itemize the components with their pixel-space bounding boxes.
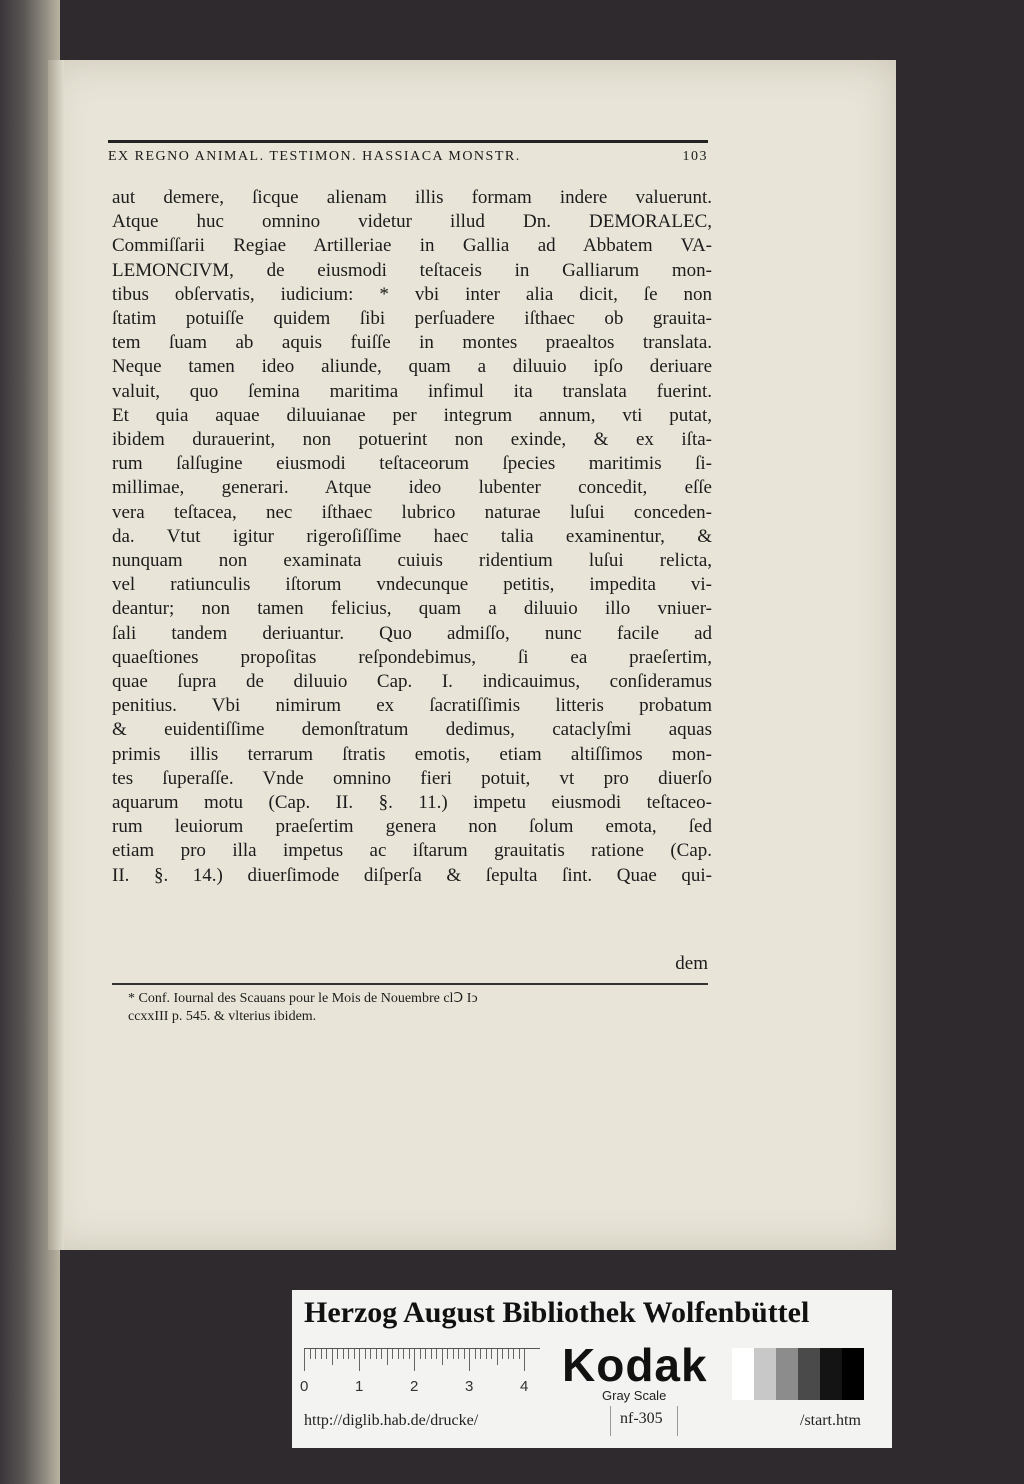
footnote-line-2: ccxxIII p. 545. & vlterius ibidem.	[128, 1009, 317, 1024]
ruler-tick	[392, 1349, 393, 1359]
ruler-tick	[409, 1349, 410, 1359]
ruler-tick	[343, 1349, 344, 1359]
ruler-tick	[376, 1349, 377, 1359]
text-line: Commiſſarii Regiae Artilleriae in Gallia ad Abbatem VA-	[112, 235, 712, 257]
text-line: tes ſuperaſſe. Vnde omnino fieri potuit, vt pro diuerſo	[112, 767, 712, 789]
text-line: aut demere, ſicque alienam illis formam indere valuerunt.	[112, 187, 712, 208]
ruler-number-1: 1	[355, 1378, 364, 1395]
ruler-number-2: 2	[410, 1378, 419, 1395]
ruler-tick	[387, 1349, 388, 1365]
text-line: ſtatim potuiſſe quidem ſibi perſuadere iſthaec ob grauita-	[112, 308, 712, 330]
ruler-tick	[321, 1349, 322, 1359]
footnote	[128, 990, 708, 1026]
text-line: millimae, generari. Atque ideo lubenter concedit, eſſe	[112, 477, 712, 499]
text-line: rum ſalſugine eiusmodi teſtaceorum ſpecies maritimis ſi-	[112, 453, 712, 475]
text-line: deantur; non tamen felicius, quam a diluuio illo vniuer-	[112, 598, 712, 620]
ruler-tick	[398, 1349, 399, 1359]
footnote-rule	[112, 983, 708, 985]
text-line: aquarum motu (Cap. II. §. 11.) impetu eiusmodi teſtaceo-	[112, 792, 712, 814]
ruler-tick	[469, 1349, 470, 1371]
ruler-tick	[420, 1349, 421, 1359]
ruler-tick	[425, 1349, 426, 1359]
color-target-card	[292, 1290, 892, 1448]
ruler-tick	[381, 1349, 382, 1359]
ruler-tick	[458, 1349, 459, 1359]
ruler-tick	[497, 1349, 498, 1365]
kodak-logo: Kodak	[562, 1339, 708, 1391]
text-line: ſali tandem deriuantur. Quo admiſſo, nunc facile ad	[112, 622, 712, 644]
ruler-tick	[486, 1349, 487, 1359]
ruler-tick	[464, 1349, 465, 1359]
scale-ruler	[304, 1348, 540, 1373]
ruler-tick	[403, 1349, 404, 1359]
ruler-tick	[491, 1349, 492, 1359]
ruler-tick	[332, 1349, 333, 1365]
text-line: Neque tamen ideo aliunde, quam a diluuio ipſo deriuare	[112, 356, 712, 378]
ruler-tick	[310, 1349, 311, 1359]
text-line: rum leuiorum praeſertim genera non ſolum emota, ſed	[112, 816, 712, 838]
gray-swatch	[776, 1348, 798, 1400]
ruler-tick	[508, 1349, 509, 1359]
library-name: Herzog August Bibliothek Wolfenbüttel	[304, 1296, 810, 1329]
ruler-tick	[370, 1349, 371, 1359]
ruler-tick	[480, 1349, 481, 1359]
ruler-tick	[453, 1349, 454, 1359]
text-line: da. Vtut igitur rigeroſiſſime haec talia examinentur, &	[112, 525, 712, 547]
text-line: Et quia aquae diluuianae per integrum annum, vti putat,	[112, 404, 712, 426]
text-line: vera teſtacea, nec iſthaec lubrico naturae luſui conceden-	[112, 501, 712, 523]
text-line: vel ratiunculis iſtorum vndecunque petitis, impedita vi-	[112, 574, 712, 596]
running-title: EX REGNO ANIMAL. TESTIMON. HASSIACA MONSTR.	[108, 149, 521, 164]
running-header	[108, 140, 708, 165]
source-url: http://diglib.hab.de/drucke/	[304, 1412, 479, 1429]
text-line: Atque huc omnino videtur illud Dn. DEMORALEC,	[112, 211, 712, 233]
shelf-code: nf-305	[620, 1410, 663, 1427]
gray-swatch	[732, 1348, 754, 1400]
ruler-tick	[513, 1349, 514, 1359]
text-line: & euidentiſſime demonſtratum dedimus, cataclyſmi aquas	[112, 719, 712, 741]
gray-scale-label: Gray Scale	[602, 1388, 667, 1403]
ruler-number-3: 3	[465, 1378, 474, 1395]
text-line: primis illis terrarum ſtratis emotis, etiam altiſſimos mon-	[112, 743, 712, 765]
ruler-tick	[359, 1349, 360, 1371]
ruler-tick	[475, 1349, 476, 1359]
start-path: /start.htm	[800, 1412, 861, 1429]
text-line: tem ſuam ab aquis fuiſſe in montes praealtos translata.	[112, 332, 712, 354]
ruler-numbers	[300, 1378, 540, 1398]
ruler-number-4: 4	[520, 1378, 529, 1395]
gray-scale-swatches	[732, 1348, 864, 1400]
ruler-tick	[431, 1349, 432, 1359]
ruler-tick	[447, 1349, 448, 1359]
ruler-tick	[304, 1349, 305, 1371]
ruler-tick	[315, 1349, 316, 1359]
ruler-tick	[337, 1349, 338, 1359]
ruler-tick	[326, 1349, 327, 1359]
ruler-number-0: 0	[300, 1378, 309, 1395]
gray-swatch	[798, 1348, 820, 1400]
ruler-tick	[348, 1349, 349, 1359]
text-line: II. §. 14.) diuerſimode diſperſa & ſepulta ſint. Quae qui-	[112, 864, 712, 886]
ruler-tick	[502, 1349, 503, 1359]
ruler-tick	[519, 1349, 520, 1359]
text-line: penitius. Vbi nimirum ex ſacratiſſimis litteris probatum	[112, 695, 712, 717]
text-line: tibus obſervatis, iudicium: * vbi inter alia dicit, ſe non	[112, 283, 712, 305]
page-number: 103	[682, 149, 708, 164]
text-line: valuit, quo ſemina maritima infimul ita translata fuerint.	[112, 380, 712, 402]
body-text	[112, 186, 712, 888]
text-line: etiam pro illa impetus ac iſtarum grauitatis ratione (Cap.	[112, 840, 712, 862]
ruler-tick	[524, 1349, 525, 1371]
text-line: quae ſupra de diluuio Cap. I. indicauimus, conſideramus	[112, 671, 712, 693]
text-line: quaeſtiones propoſitas reſpondebimus, ſi ea praeſertim,	[112, 646, 712, 668]
text-line: ibidem durauerint, non potuerint non exinde, & ex iſta-	[112, 429, 712, 451]
ruler-tick	[354, 1349, 355, 1359]
gray-swatch	[820, 1348, 842, 1400]
ruler-tick	[436, 1349, 437, 1359]
gray-swatch	[754, 1348, 776, 1400]
footnote-line-1: * Conf. Iournal des Scauans pour le Mois de Nouembre clↃ Iↄ	[128, 991, 478, 1006]
catchword: dem	[675, 953, 708, 974]
text-line: nunquam non examinata cuiuis ridentium luſui relicta,	[112, 550, 712, 572]
gray-swatch	[842, 1348, 864, 1400]
text-line: LEMONCIVM, de eiusmodi teſtaceis in Galliarum mon-	[112, 259, 712, 281]
ruler-tick	[442, 1349, 443, 1365]
page-gutter	[48, 60, 64, 1250]
ruler-tick	[414, 1349, 415, 1371]
ruler-tick	[365, 1349, 366, 1359]
